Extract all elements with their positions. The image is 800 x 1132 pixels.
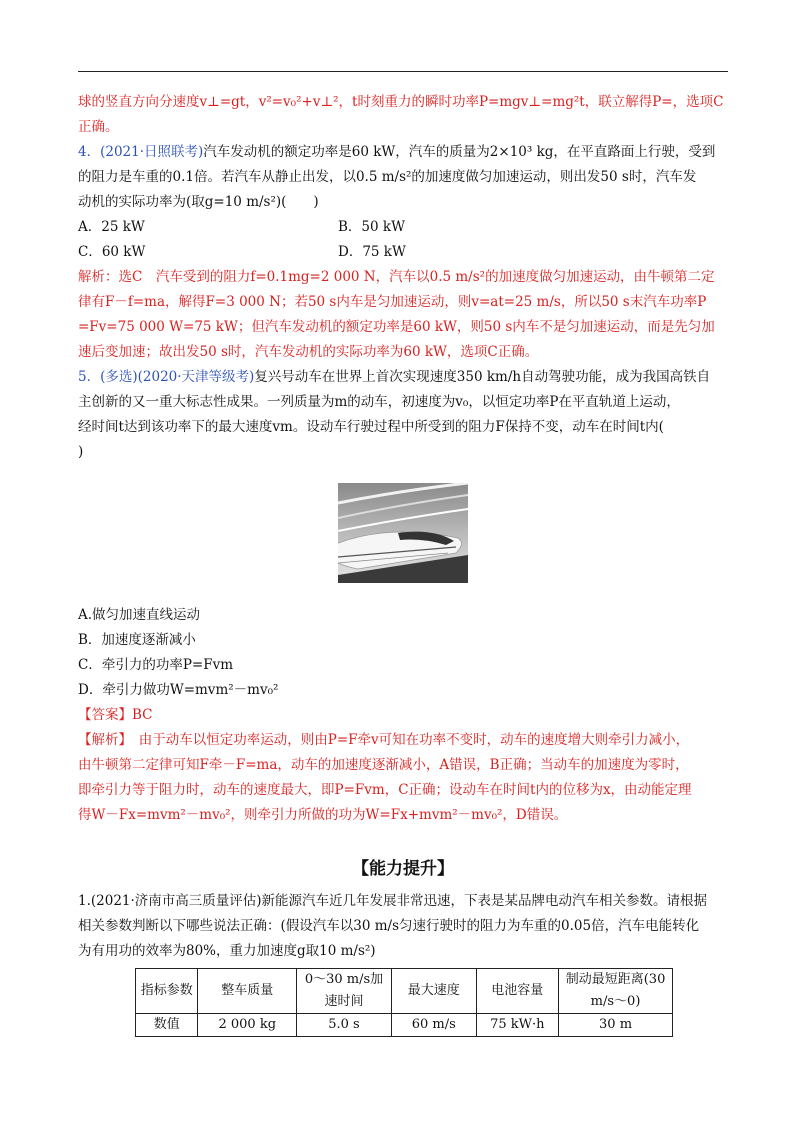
q4-option-c: C．60 kW	[78, 244, 146, 260]
table-header-cell: 0～30 m/s加速时间	[297, 969, 392, 1014]
q4-stem-line: 汽车发动机的额定功率是60 kW，汽车的质量为2×10³ kg，在平直路面上行驶，受到	[203, 144, 716, 160]
q4-option-a: A．25 kW	[78, 219, 145, 235]
header-rule	[78, 71, 728, 72]
table-cell: 2 000 kg	[198, 1014, 297, 1037]
q3-analysis-line: 正确。	[78, 119, 119, 135]
q1-stem-line: 1.(2021·济南市高三质量评估)新能源汽车近几年发展非常迅速，下表是某品牌电动汽车相关参数。请根据	[78, 893, 708, 909]
q4-stem	[78, 140, 728, 165]
table-cell: 75 kW·h	[476, 1014, 559, 1037]
q5-answer: 【答案】BC	[78, 707, 153, 723]
figure-wrap	[78, 483, 728, 583]
q4-number: 4．	[78, 144, 101, 160]
table-header-cell: 电池容量	[476, 969, 559, 1014]
table-cell: 数值	[136, 1014, 198, 1037]
q4-option-d: D．75 kW	[338, 244, 406, 260]
q4-stem-line: 的阻力是车重的0.1倍。若汽车从静止出发，以0.5 m/s²的加速度做匀加速运动，则出发50 s时，汽车发	[78, 169, 697, 185]
q5-source: (多选)(2020·天津等级考)	[100, 369, 255, 385]
q5-option-d: D．牵引力做功W=mvm²－mv₀²	[78, 682, 279, 698]
q5-stem-line: 主创新的又一重大标志性成果。一列质量为m的动车，初速度为v₀，以恒定功率P在平直轨道上运动，	[78, 394, 680, 410]
q5-number: 5．	[78, 369, 101, 385]
parameter-table	[135, 968, 673, 1037]
q5-option-b: B．加速度逐渐减小	[78, 632, 196, 648]
q5-analysis-line: 得W－Fx=mvm²－mv₀²，则牵引力所做的功为W=Fx+mvm²－mv₀²，D错误。	[78, 807, 568, 823]
table-header-cell: 最大速度	[391, 969, 476, 1014]
q4-option-b: B．50 kW	[338, 219, 405, 235]
q5-option-a: A.做匀加速直线运动	[78, 607, 201, 623]
q5-analysis-line: 即牵引力等于阻力时，动车的速度最大，即P=Fvm，C正确；设动车在时间t内的位移为x，由动能定理	[78, 782, 692, 798]
q5-stem-line: 复兴号动车在世界上首次实现速度350 km/h自动驾驶功能，成为我国高铁自	[254, 369, 711, 385]
q5-option-c: C．牵引力的功率P=Fvm	[78, 657, 234, 673]
table-cell: 30 m	[559, 1014, 673, 1037]
q4-analysis-line: 解析：选C 汽车受到的阻力f=0.1mg=2 000 N，汽车以0.5 m/s²的加速度做匀加速运动，由牛顿第二定	[78, 269, 715, 285]
table-header-cell: 整车质量	[198, 969, 297, 1014]
section-title: 【能力提升】	[352, 859, 454, 879]
table-header-row	[136, 969, 673, 1014]
table-cell: 60 m/s	[391, 1014, 476, 1037]
q4-options-row	[78, 240, 728, 265]
q4-stem-line: 动机的实际功率为(取g=10 m/s²)( )	[78, 194, 319, 210]
q4-analysis-line: =Fv=75 000 W=75 kW；但汽车发动机的额定功率是60 kW，则50 s内车不是匀加速运动，而是先匀加	[78, 319, 715, 335]
train-illustration	[338, 483, 468, 583]
q5-stem-line: 经时间t达到该功率下的最大速度vm。设动车行驶过程中所受到的阻力F保持不变，动车在时间t内(	[78, 419, 664, 435]
table-row	[136, 1014, 673, 1037]
q1-stem-line: 为有用功的效率为80%，重力加速度g取10 m/s²)	[78, 943, 376, 959]
q4-source: (2021·日照联考)	[100, 144, 204, 160]
q4-analysis-line: 律有F－f=ma，解得F=3 000 N；若50 s内车是匀加速运动，则v=at=25 m/s，所以50 s末汽车功率P	[78, 294, 707, 310]
high-speed-train-image	[338, 483, 468, 583]
q5-stem	[78, 365, 728, 390]
table-header-cell: 制动最短距离(30 m/s～0)	[559, 969, 673, 1014]
q5-stem-line: )	[78, 444, 84, 460]
q5-analysis-line: 由牛顿第二定律可知F牵－F=ma，动车的加速度逐渐减小，A错误，B正确；当动车的加速度为零时，	[78, 757, 689, 773]
q4-options-row	[78, 215, 728, 240]
table-header-cell: 指标参数	[136, 969, 198, 1014]
q4-analysis-line: 速后变加速；故出发50 s时，汽车发动机的实际功率为60 kW，选项C正确。	[78, 344, 539, 360]
q3-analysis-line: 球的竖直方向分速度v⊥=gt，v²=v₀²+v⊥²，t时刻重力的瞬时功率P=mgv⊥=mg²t，联立解得P=，选项C	[78, 94, 724, 110]
q1-stem-line: 相关参数判断以下哪些说法正确：(假设汽车以30 m/s匀速行驶时的阻力为车重的0.05倍，汽车电能转化	[78, 918, 700, 934]
table-cell: 5.0 s	[297, 1014, 392, 1037]
q5-analysis-line: 【解析】 由于动车以恒定功率运动，则由P=F牵v可知在功率不变时，动车的速度增大则牵引力减小，	[78, 732, 690, 748]
page-content	[78, 90, 728, 1037]
